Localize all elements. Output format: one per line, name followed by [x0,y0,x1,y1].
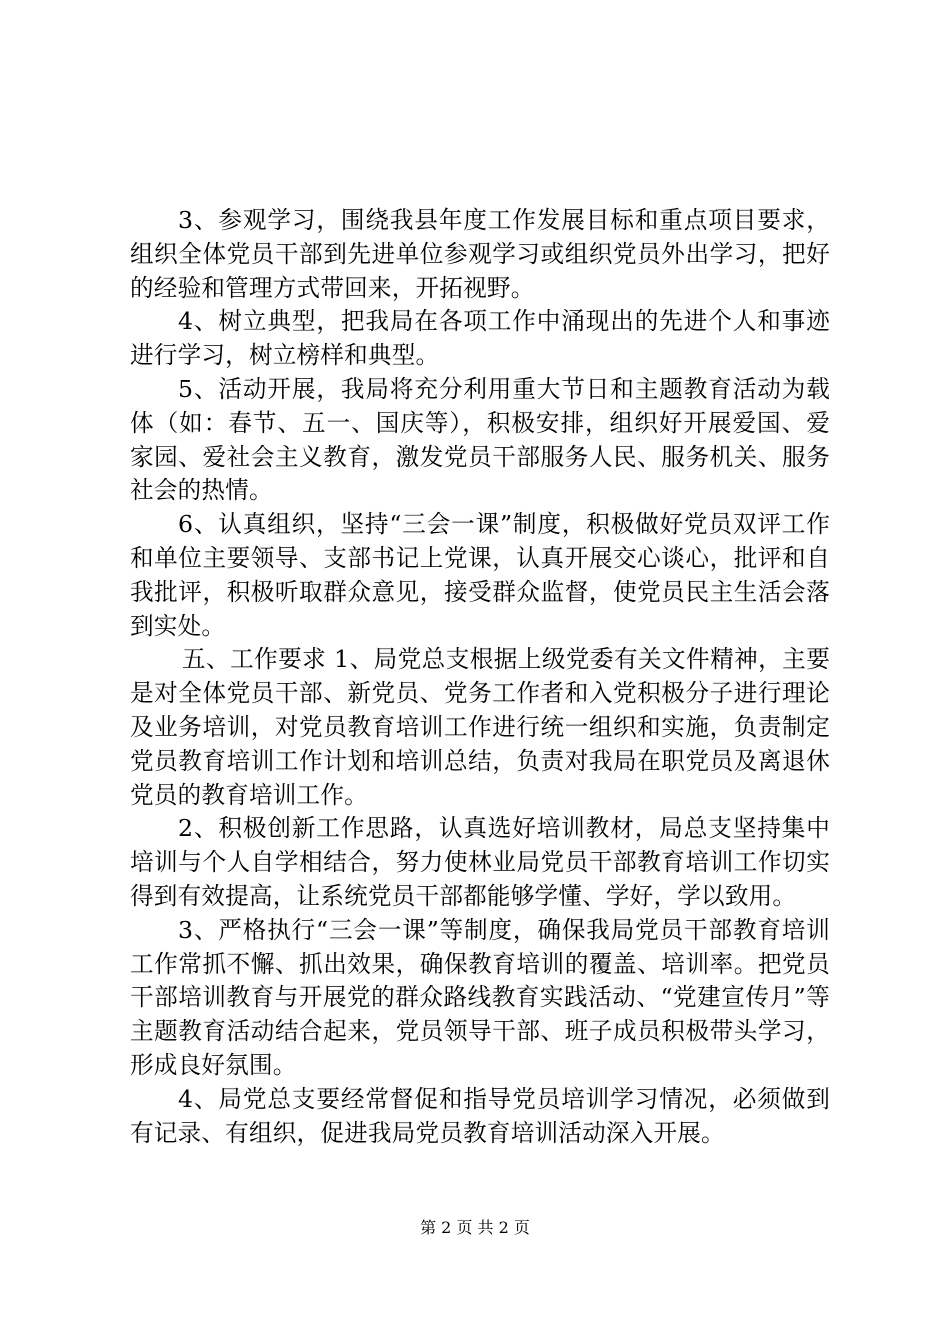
paragraph-visit-study: 3、参观学习，围绕我县年度工作发展目标和重点项目要求，组织全体党员干部到先进单位参观学习或组织党员外出学习，把好的经验和管理方式带回来，开拓视野。 [130,206,830,302]
paragraph-supervision: 4、局党总支要经常督促和指导党员培训学习情况，必须做到有记录、有组织，促进我局党员教育培训活动深入开展。 [130,1084,830,1147]
page-number-footer: 第 2 页 共 2 页 [420,1218,530,1237]
paragraph-set-examples: 4、树立典型，把我局在各项工作中涌现出的先进个人和事迹进行学习，树立榜样和典型。 [130,307,830,370]
paragraph-innovation: 2、积极创新工作思路，认真选好培训教材，局总支坚持集中培训与个人自学相结合，努力使林业局党员干部教育培训工作切实得到有效提高，让系统党员干部都能够学懂、学好，学以致用。 [130,814,830,910]
paragraph-organize: 6、认真组织，坚持“三会一课”制度，积极做好党员双评工作和单位主要领导、支部书记上党课，认真开展交心谈心，批评和自我批评，积极听取群众意见，接受群众监督，使党员民主生活会落到实处。 [130,510,830,640]
document-body [130,204,830,1150]
paragraph-work-requirements: 五、工作要求 1、局党总支根据上级党委有关文件精神，主要是对全体党员干部、新党员、党务工作者和入党积极分子进行理论及业务培训，对党员教育培训工作进行统一组织和实施，负责制定党员教育培训工作计划和培训总结，负责对我局在职党员及离退休党员的教育培训工作。 [130,645,830,809]
paragraph-strict-execution: 3、严格执行“三会一课”等制度，确保我局党员干部教育培训工作常抓不懈、抓出效果，确保教育培训的覆盖、培训率。把党员干部培训教育与开展党的群众路线教育实践活动、“党建宣传月”等主题教育活动结合起来，党员领导干部、班子成员积极带头学习，形成良好氛围。 [130,915,830,1079]
paragraph-activities: 5、活动开展，我局将充分利用重大节日和主题教育活动为载体（如：春节、五一、国庆等），积极安排，组织好开展爱国、爱家园、爱社会主义教育，激发党员干部服务人民、服务机关、服务社会的热情。 [130,374,830,505]
